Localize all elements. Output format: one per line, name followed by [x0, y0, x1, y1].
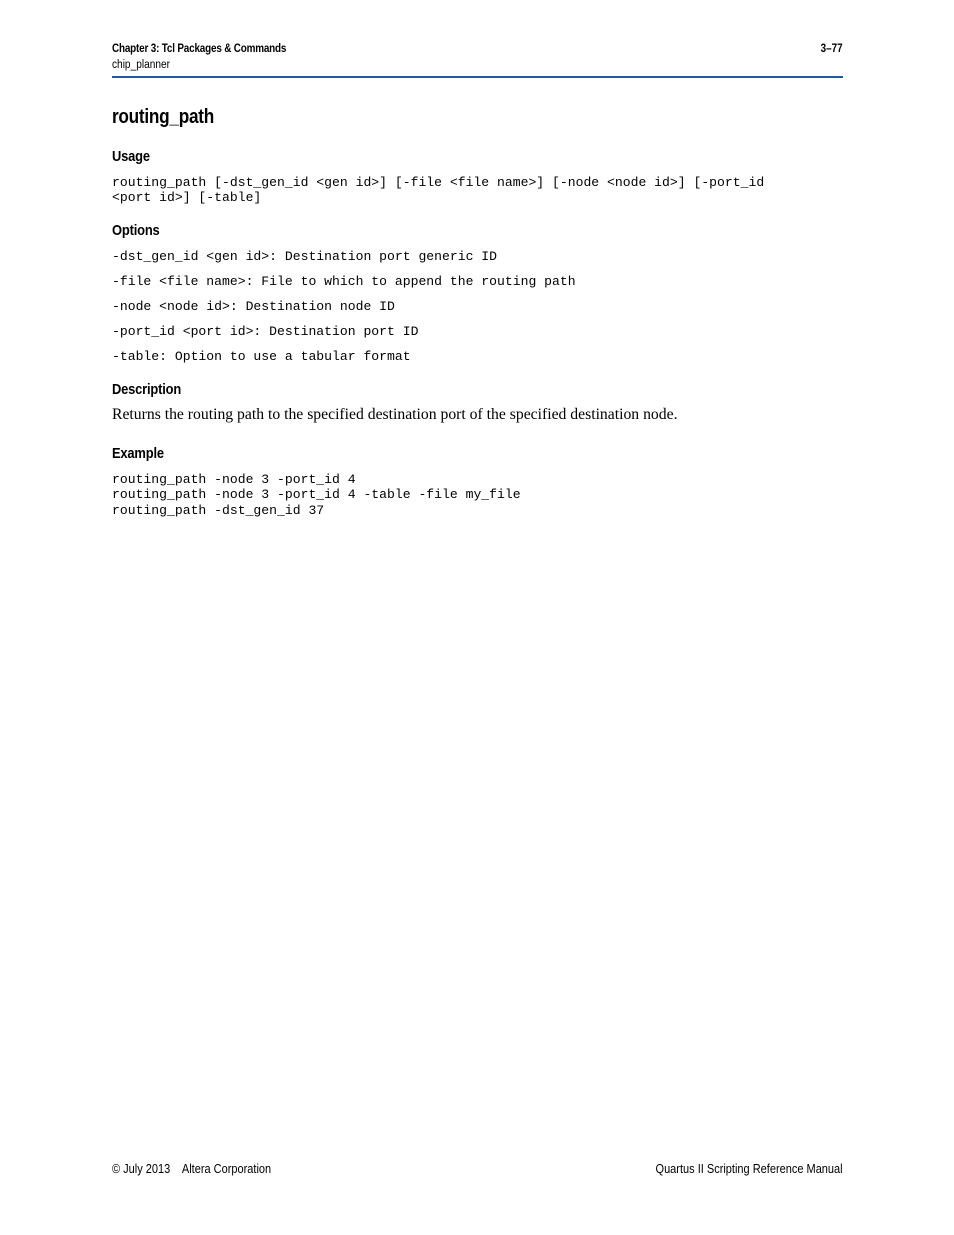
footer-manual-title: Quartus II Scripting Reference Manual	[655, 1162, 843, 1176]
example-line: routing_path -node 3 -port_id 4	[112, 472, 356, 487]
footer-copyright: © July 2013 Altera Corporation	[112, 1162, 272, 1176]
option-item: -port_id <port id>: Destination port ID	[112, 324, 419, 339]
document-page	[112, 0, 843, 1235]
options-heading: Options	[112, 222, 160, 239]
option-item: -file <file name>: File to which to append the routing path	[112, 274, 576, 289]
description-text: Returns the routing path to the specified destination port of the specified destination node.	[112, 406, 678, 423]
option-item: -node <node id>: Destination node ID	[112, 299, 395, 314]
usage-line-1: routing_path [-dst_gen_id <gen id>] [-file <file name>] [-node <node id>] [-port_id	[112, 175, 765, 190]
running-header-chapter: Chapter 3: Tcl Packages & Commands	[112, 43, 287, 55]
command-title: routing_path	[112, 106, 215, 128]
usage-line-2: <port id>] [-table]	[112, 190, 262, 205]
description-heading: Description	[112, 381, 182, 398]
page-number: 3–77	[820, 43, 843, 55]
option-item: -dst_gen_id <gen id>: Destination port generic ID	[112, 249, 498, 264]
header-divider	[112, 76, 843, 78]
example-heading: Example	[112, 445, 164, 462]
example-line: routing_path -dst_gen_id 37	[112, 503, 325, 518]
usage-heading: Usage	[112, 148, 150, 165]
example-line: routing_path -node 3 -port_id 4 -table -file my_file	[112, 487, 521, 502]
running-header-section: chip_planner	[112, 59, 170, 71]
option-item: -table: Option to use a tabular format	[112, 349, 411, 364]
